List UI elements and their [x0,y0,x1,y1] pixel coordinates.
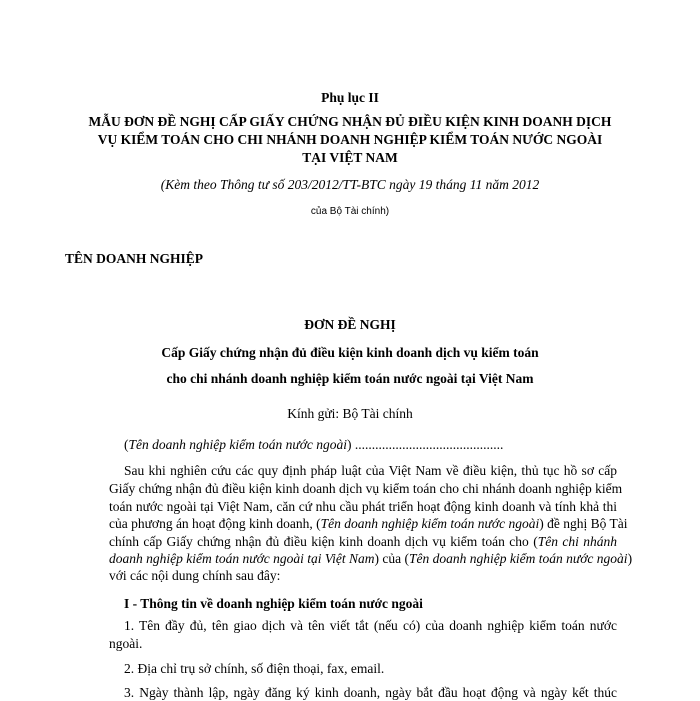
sender-dots: ) ............................................ [347,437,504,452]
form-title-line-1: MẪU ĐƠN ĐỀ NGHỊ CẤP GIẤY CHỨNG NHẬN ĐỦ ĐIỀU KIỆN KINH DOANH DỊCH [88,114,612,129]
company-name-heading: TÊN DOANH NGHIỆP [65,251,204,266]
list-item-line: 3. Ngày thành lập, ngày đăng ký kinh doanh, ngày bắt đầu hoạt động và ngày kết thúc [124,685,617,700]
text-run-italic: Tên doanh nghiệp kiểm toán nước ngoài [320,516,540,531]
text-run-italic: Tên doanh nghiệp kiểm toán nước ngoài [409,551,628,566]
paragraph-line [109,534,617,550]
sender-line [124,437,503,453]
list-item: 2. Địa chỉ trụ sở chính, số điện thoại, fax, email. [124,661,385,676]
list-item-line: ngoài. [109,636,143,651]
text-run-italic: Tên chi nhánh [537,534,617,549]
request-title: ĐƠN ĐỀ NGHỊ [304,317,396,332]
paragraph-line: Sau khi nghiên cứu các quy định pháp luật của Việt Nam về điều kiện, thủ tục hồ sơ cấp [124,463,617,478]
sender-company-placeholder: Tên doanh nghiệp kiểm toán nước ngoài [128,437,348,452]
request-subtitle-line-2: cho chi nhánh doanh nghiệp kiểm toán nước ngoài tại Việt Nam [166,371,534,386]
text-run: của phương án hoạt động kinh doanh, ( [109,516,321,531]
list-item-line: 1. Tên đầy đủ, tên giao dịch và tên viết tắt (nếu có) của doanh nghiệp kiểm toán nước [124,618,617,633]
text-run: chính cấp Giấy chứng nhận đủ điều kiện kinh doanh dịch vụ kiểm toán cho ( [109,534,538,549]
appendix-label: Phụ lục II [321,90,379,105]
paragraph-line: Giấy chứng nhận đủ điều kiện kinh doanh dịch vụ kiểm toán cho chi nhánh doanh nghiệp kiểm [109,481,623,496]
text-run: ) đề nghị Bộ Tài [539,516,628,531]
text-run-italic: doanh nghiệp kiểm toán nước ngoài tại Việt Nam [109,551,375,566]
paragraph-line [109,516,628,532]
circular-reference-note: (Kèm theo Thông tư số 203/2012/TT-BTC ngày 19 tháng 11 năm 2012 [160,177,540,192]
sender-open: ( [124,437,129,452]
form-title-line-2: VỤ KIỂM TOÁN CHO CHI NHÁNH DOANH NGHIỆP KIỂM TOÁN NƯỚC NGOÀI [97,132,603,147]
recipient-line: Kính gửi: Bộ Tài chính [287,406,413,421]
paragraph-line: với các nội dung chính sau đây: [109,568,281,583]
section-heading: I - Thông tin về doanh nghiệp kiểm toán nước ngoài [124,596,423,611]
paragraph-line [109,551,633,567]
text-run: ) [627,551,633,566]
issuing-ministry-note: của Bộ Tài chính) [310,206,390,217]
text-run: ) của ( [374,551,410,566]
paragraph-line: toán nước ngoài tại Việt Nam, căn cứ nhu cầu phát triển hoạt động kinh doanh và tính khả thi [109,499,617,514]
form-title-line-3: TẠI VIỆT NAM [302,150,398,165]
request-subtitle-line-1: Cấp Giấy chứng nhận đủ điều kiện kinh doanh dịch vụ kiểm toán [161,345,539,360]
